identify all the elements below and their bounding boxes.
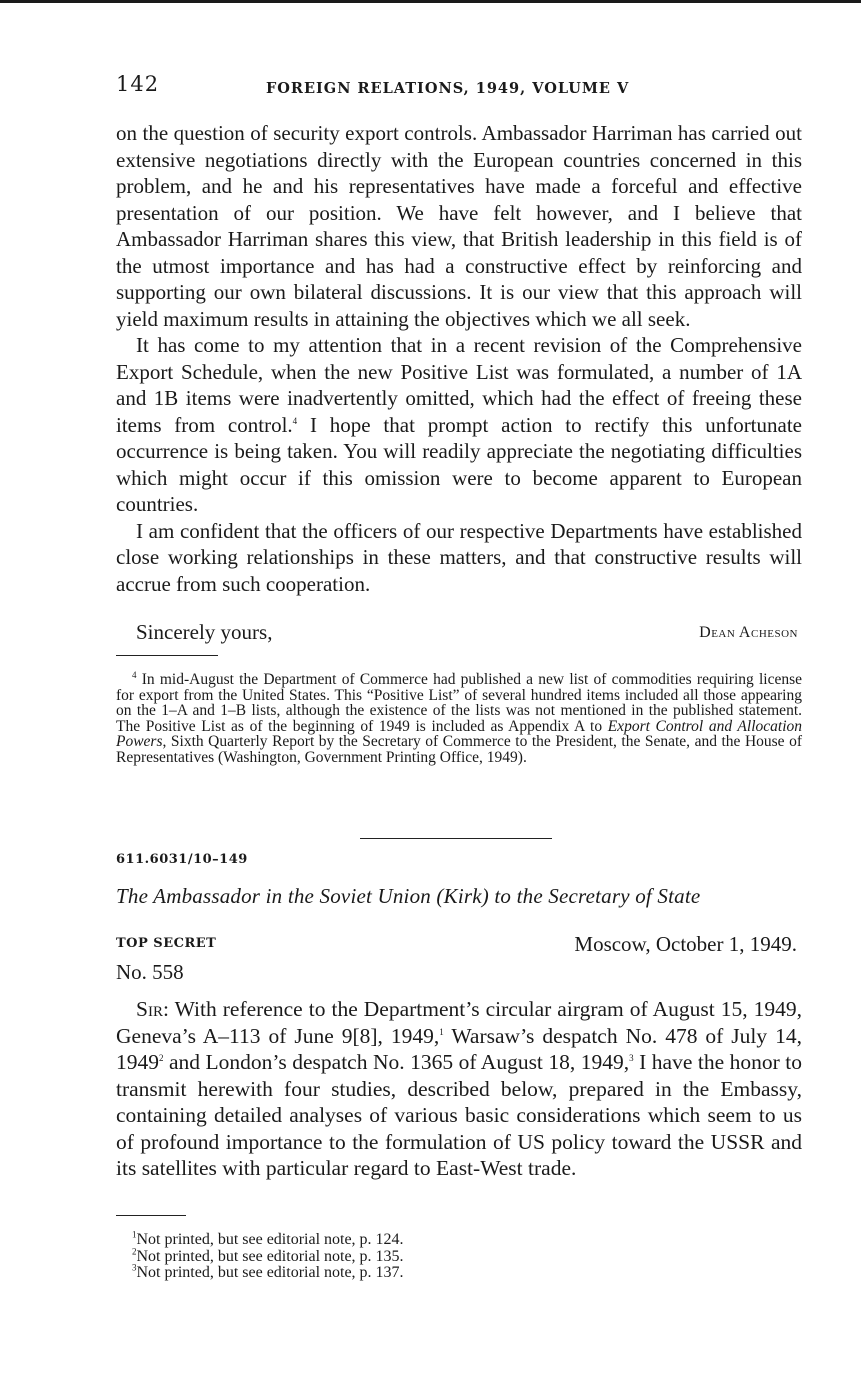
letter-body (116, 120, 802, 597)
top-border (0, 0, 861, 3)
section-divider (360, 838, 552, 839)
document-title: The Ambassador in the Soviet Union (Kirk) to the Secretary of State (116, 884, 701, 908)
footnote: $^4$ In mid-August the Department of Commerce had published a new list of commodities requiring license for export from the United States. This “Positive List” of several hundred items included all those appearing on the 1–A and 1–B lists, although the existence of the lists was not mentioned in the published statement. The Positive List as of the beginning of 1949 is included as Appendix A to Export Control and Allocation Powers, Sixth Quarterly Report by the Secretary of Commerce to the President, the Senate, and the House of Representatives (Washington, Government Printing Office, 1949). (116, 669, 803, 766)
letter-closing (116, 620, 802, 648)
signature: Dean Acheson (699, 624, 798, 641)
salutation: Sir (136, 997, 163, 1021)
paragraph: Sir: With reference to the Department’s circular airgram of August 15, 1949, Geneva’s A–113 of June 9[8], 1949,$^1$ Warsaw’s despatch No. 478 of July 14, 1949$^2$ and London’s despatch No. 1365 of August 18, 1949,$^3$ I have the honor to transmit herewith four studies, described below, prepared in the Embassy, containing detailed analyses of various basic considerations which seem to us of profound importance to the formulation of US policy toward the USSR and its satellites with particular regard to East-West trade. (116, 997, 802, 1180)
document-body (116, 996, 802, 1182)
footnote: $^1$Not printed, but see editorial note, p. 124. (132, 1229, 404, 1248)
footnote-ref: 1 (439, 1026, 444, 1037)
footnotes (116, 1229, 802, 1282)
footnote-block (116, 669, 803, 766)
page-number: 142 (116, 72, 160, 96)
footnote: $^2$Not printed, but see editorial note, p. 135. (132, 1246, 404, 1265)
paragraph: on the question of security export controls. Ambassador Harriman has carried out extensive negotiations directly with the European countries concerned in this problem, and he and his representatives have made a forceful and effective presentation of our position. We have felt however, and I believe that Ambassador Harriman shares this view, that British leadership in this field is of the utmost importance and has had a constructive effect by reinforcing and supporting our own bilateral discussions. It is our view that this approach will yield maximum results in attaining the objectives which we all seek. (116, 121, 802, 331)
footnote-ref: 3 (629, 1052, 634, 1063)
footnote-ref: 2 (159, 1052, 164, 1063)
paragraph: I am confident that the officers of our respective Departments have established close working relationships in these matters, and that constructive results will accrue from such cooperation. (116, 518, 802, 596)
complimentary-close: Sincerely yours, (136, 620, 273, 644)
page-header (116, 72, 806, 102)
paragraph: It has come to my attention that in a recent revision of the Comprehensive Export Schedule, when the new Positive List was formulated, a number of 1A and 1B items were inadvertently omitted, which had the effect of freeing these items from control.$^4$ I hope that prompt action to rectify this unfortunate occurrence is being taken. You will readily appreciate the negotiating difficulties which might occur if this omission were to become apparent to European countries. (116, 333, 802, 516)
footnote-rule (116, 655, 218, 656)
running-head: FOREIGN RELATIONS, 1949, VOLUME V (266, 80, 630, 97)
footnote-marker: 4 (132, 669, 137, 680)
dateline: Moscow, October 1, 1949. (574, 932, 797, 956)
footnote: $^3$Not printed, but see editorial note, p. 137. (132, 1262, 404, 1281)
footnote-ref: 4 (292, 415, 298, 426)
file-number: 611.6031/10–149 (116, 852, 248, 867)
footnote-rule (116, 1215, 186, 1216)
document-number: No. 558 (116, 960, 184, 984)
classification: TOP SECRET (116, 936, 217, 951)
